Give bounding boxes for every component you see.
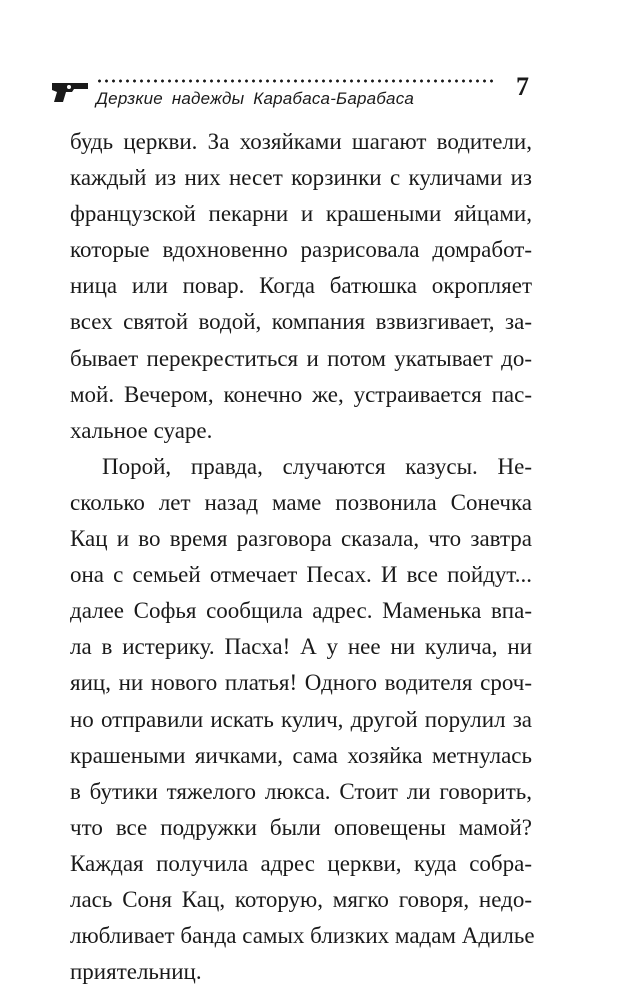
text-line: крашеными яичками, сама хозяйка метнулась	[70, 742, 532, 768]
text-line: всех святой водой, компания взвизгивает, за-	[70, 309, 532, 335]
body-text	[70, 124, 535, 990]
text-line: французской пекарни и крашеными яйцами,	[70, 201, 532, 227]
text-line: каждый из них несет корзинки с куличами из	[70, 165, 532, 191]
text-line: которые вдохновенно разрисовала домработ-	[70, 237, 532, 263]
text-line: яиц, ни нового платья! Одного водителя сроч-	[70, 670, 532, 696]
text-line: будь церкви. За хозяйками шагают водители,	[70, 129, 532, 154]
text-line: любливает банда самых близких мадам Адилье	[70, 923, 535, 949]
running-title: Дерзкие надежды Карабаса-Барабаса	[96, 89, 415, 108]
text-line: Каждая получила адрес церкви, куда собра-	[70, 850, 532, 876]
revolver-icon	[50, 80, 90, 104]
text-line: хальное суаре.	[70, 417, 213, 443]
dotted-rule	[96, 79, 494, 83]
text-line: мой. Вечером, конечно же, устраивается пас-	[70, 381, 532, 407]
text-line: но отправили искать кулич, другой порулил за	[70, 706, 532, 732]
paragraph-1	[70, 124, 532, 449]
text-line: бывает перекреститься и потом укатывает до-	[70, 345, 532, 371]
text-line: Кац и во время разговора сказала, что завтра	[70, 526, 532, 552]
page-number: 7	[516, 72, 529, 101]
text-line: сколько лет назад маме позвонила Сонечка	[70, 489, 532, 515]
text-line: она с семьей отмечает Песах. И все пойдут...	[70, 562, 532, 588]
text-line: приятельниц.	[70, 959, 202, 985]
text-line: ла в истерику. Пасха! А у нее ни кулича, ни	[70, 634, 532, 660]
text-line: далее Софья сообщила адрес. Маменька впа-	[70, 598, 532, 624]
text-line: Порой, правда, случаются казусы. Не-	[102, 453, 532, 479]
text-line: ница или повар. Когда батюшка окропляет	[70, 273, 532, 299]
page-header	[0, 0, 640, 120]
text-line: в бутики тяжелого люкса. Стоит ли говорить,	[70, 778, 532, 804]
paragraph-2	[70, 449, 535, 990]
text-line: лась Соня Кац, которую, мягко говоря, недо-	[70, 886, 532, 912]
text-line: что все подружки были оповещены мамой?	[70, 814, 532, 840]
